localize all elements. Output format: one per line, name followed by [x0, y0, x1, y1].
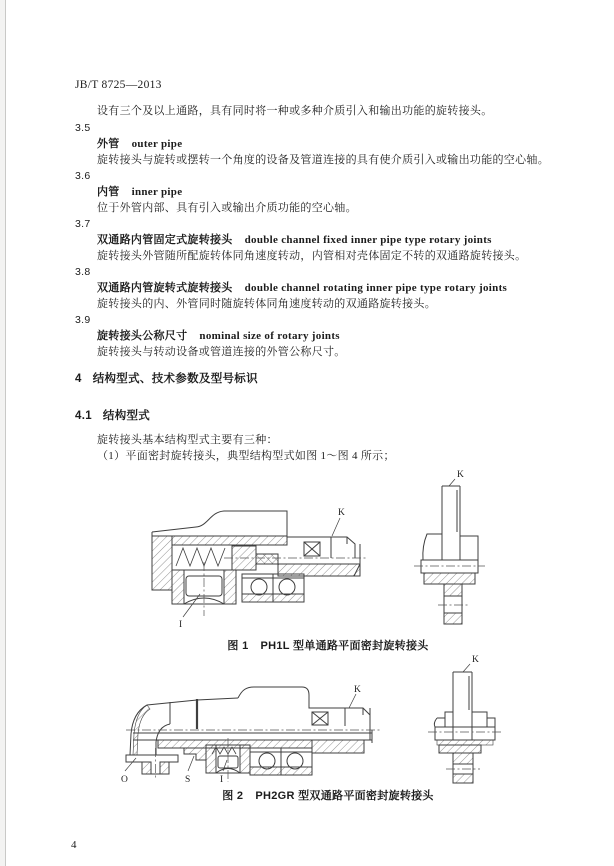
figure-title: PH1L 型单通路平面密封旋转接头 — [260, 640, 429, 652]
term-english: double channel rotating inner pipe type rotary joints — [244, 282, 508, 294]
term-english: outer pipe — [131, 138, 183, 150]
section-title: 结构型式、技术参数及型号标识 — [92, 373, 258, 385]
section-number: 4.1 — [75, 410, 92, 422]
section-4-1-heading — [75, 409, 150, 423]
section-title: 结构型式 — [102, 410, 151, 422]
figure-2-drawing — [106, 650, 536, 808]
term-english: nominal size of rotary joints — [199, 330, 340, 342]
term-line — [97, 281, 507, 295]
part-label-i: I — [220, 775, 224, 785]
figure-number: 图 2 — [222, 790, 244, 802]
term-line — [97, 185, 182, 199]
paragraph: （1）平面密封旋转接头，典型结构型式如图 1～图 4 所示； — [97, 450, 395, 462]
standard-header: JB/T 8725—2013 — [75, 79, 162, 91]
intro-paragraph: 设有三个及以上通路，具有同时将一种或多种介质引入和输出功能的旋转接头。 — [97, 105, 493, 117]
term-cjk: 双通路内管固定式旋转接头 — [97, 234, 233, 246]
term-line — [97, 233, 492, 247]
part-label-k: K — [354, 685, 361, 695]
part-label-k: K — [472, 655, 479, 665]
term-cjk: 旋转接头公称尺寸 — [97, 330, 188, 342]
part-label-s: S — [185, 775, 191, 785]
term-definition: 旋转接头与旋转或摆转一个角度的设备及管道连接的具有使介质引入或输出功能的空心轴。 — [97, 154, 549, 166]
paragraph: 旋转接头基本结构型式主要有三种： — [97, 434, 278, 446]
term-line — [97, 137, 182, 151]
clause-number: 3.8 — [75, 266, 91, 278]
clause-number: 3.9 — [75, 314, 91, 326]
term-cjk: 内管 — [97, 186, 120, 198]
term-definition: 旋转接头与转动设备或管道连接的外管公称尺寸。 — [97, 346, 346, 358]
page-number: 4 — [71, 839, 77, 851]
figure-number: 图 1 — [227, 640, 249, 652]
part-label-o: O — [121, 775, 128, 785]
section-number: 4 — [75, 373, 82, 385]
term-english: double channel fixed inner pipe type rotary joints — [244, 234, 492, 246]
term-definition: 旋转接头外管随所配旋转体同角速度转动，内管相对壳体固定不转的双通路旋转接头。 — [97, 250, 527, 262]
figure-title: PH2GR 型双通路平面密封旋转接头 — [255, 790, 434, 802]
part-label-k: K — [338, 508, 345, 518]
term-definition: 位于外管内部、具有引入或输出介质功能的空心轴。 — [97, 202, 357, 214]
term-line — [97, 329, 340, 343]
figure-2-caption — [0, 789, 614, 803]
clause-number: 3.7 — [75, 218, 91, 230]
scan-edge-line — [5, 0, 6, 866]
clause-number: 3.5 — [75, 122, 91, 134]
clause-number: 3.6 — [75, 170, 91, 182]
term-definition: 旋转接头的内、外管同时随旋转体同角速度转动的双通路旋转接头。 — [97, 298, 436, 310]
term-english: inner pipe — [131, 186, 183, 198]
section-4-heading — [75, 372, 258, 386]
part-label-k: K — [457, 470, 464, 480]
term-cjk: 双通路内管旋转式旋转接头 — [97, 282, 233, 294]
term-cjk: 外管 — [97, 138, 120, 150]
figure-1-drawing — [128, 466, 518, 636]
part-label-i: I — [179, 620, 183, 630]
